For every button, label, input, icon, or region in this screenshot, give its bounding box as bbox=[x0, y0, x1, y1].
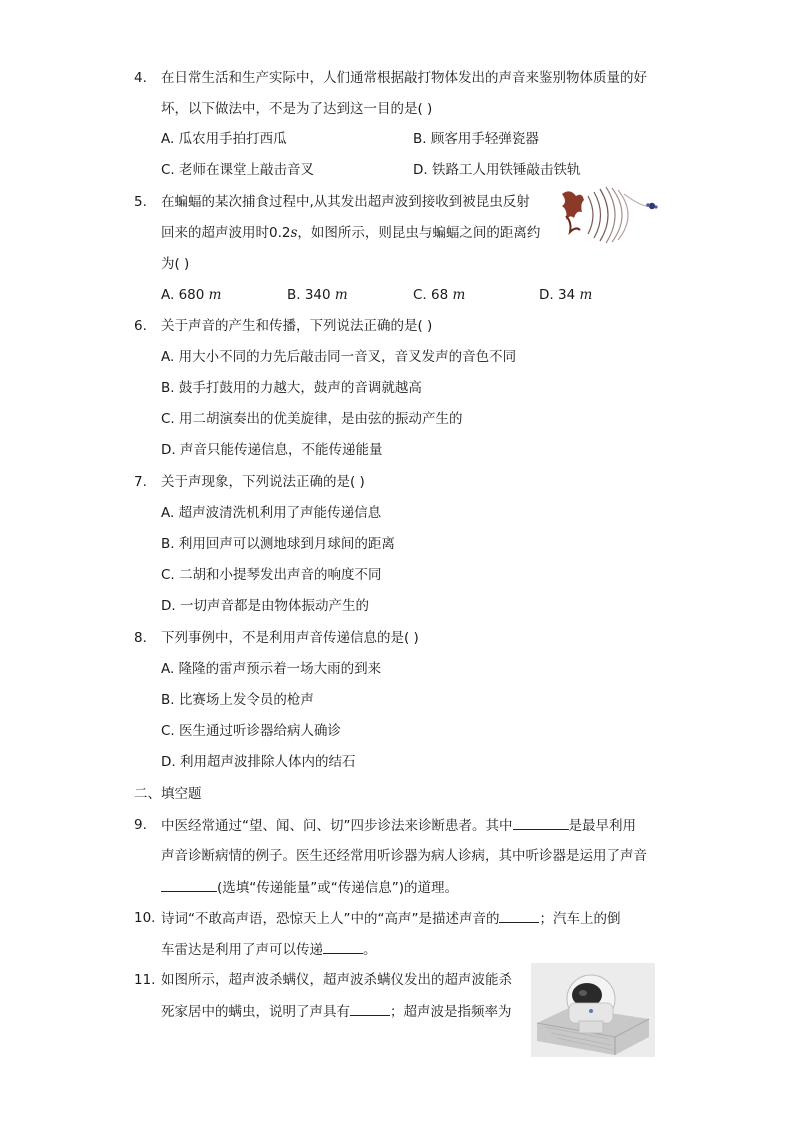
q5-time-value: 0.2 bbox=[269, 225, 291, 241]
q10-blank-1[interactable] bbox=[499, 908, 539, 923]
q10-line2: 车雷达是利用了声可以传递 。 bbox=[161, 939, 377, 960]
section-heading-fill-blank: 二、填空题 bbox=[134, 786, 202, 802]
q10-number: 10. bbox=[134, 910, 156, 926]
q9-line2: 声音诊断病情的例子。医生还经常用听诊器为病人诊病，其中听诊器是运用了声音 bbox=[161, 848, 647, 864]
q8-option-c: C. 医生通过听诊器给病人确诊 bbox=[161, 723, 342, 739]
q8-number: 8. bbox=[134, 630, 147, 646]
q6-number: 6. bbox=[134, 318, 147, 334]
q5-line2-pre: 回来的超声波用时 bbox=[161, 225, 269, 241]
q5-option-c: C. 68 m bbox=[413, 287, 466, 303]
q4-stem-line1: 在日常生活和生产实际中，人们通常根据敲打物体发出的声音来鉴别物体质量的好 bbox=[161, 70, 647, 86]
q10-blank-2[interactable] bbox=[323, 939, 363, 954]
q9-blank-1[interactable] bbox=[513, 815, 569, 830]
q4-option-d: D. 铁路工人用铁锤敲击铁轨 bbox=[413, 162, 581, 178]
mite-killer-device-figure bbox=[531, 963, 655, 1057]
q7-stem: 关于声现象，下列说法正确的是( ) bbox=[161, 474, 365, 490]
q8-stem: 下列事例中，不是利用声音传递信息的是( ) bbox=[161, 630, 419, 646]
q5-stem-line3: 为( ) bbox=[161, 256, 190, 272]
q4-option-c: C. 老师在课堂上敲击音叉 bbox=[161, 162, 315, 178]
bat-icon bbox=[562, 191, 584, 232]
q6-option-c: C. 用二胡演奏出的优美旋律，是由弦的振动产生的 bbox=[161, 411, 463, 427]
q10-line1: 诗词“不敢高声语，恐惊天上人”中的“高声”是描述声音的 ；汽车上的倒 bbox=[161, 908, 620, 929]
q6-stem: 关于声音的产生和传播，下列说法正确的是( ) bbox=[161, 318, 433, 334]
bat-echolocation-figure bbox=[558, 186, 662, 244]
q7-option-c: C. 二胡和小提琴发出声音的响度不同 bbox=[161, 567, 382, 583]
q8-option-b: B. 比赛场上发令员的枪声 bbox=[161, 692, 314, 708]
q8-option-d: D. 利用超声波排除人体内的结石 bbox=[161, 754, 356, 770]
insect-icon bbox=[646, 203, 657, 209]
q9-number: 9. bbox=[134, 817, 147, 833]
q5-time-unit: s bbox=[290, 225, 298, 241]
q4-stem-line2: 坏，以下做法中，不是为了达到这一目的是( ) bbox=[161, 101, 433, 117]
q6-option-b: B. 鼓手打鼓用的力越大，鼓声的音调就越高 bbox=[161, 380, 422, 396]
q5-number: 5. bbox=[134, 194, 147, 210]
q5-line2-post: ，如图所示，则昆虫与蝙蝠之间的距离约 bbox=[297, 225, 541, 241]
q4-option-a: A. 瓜农用手拍打西瓜 bbox=[161, 131, 287, 147]
q5-stem-line2 bbox=[161, 223, 540, 243]
q6-option-d: D. 声音只能传递信息，不能传递能量 bbox=[161, 442, 383, 458]
q6-option-a: A. 用大小不同的力先后敲击同一音叉，音叉发声的音色不同 bbox=[161, 349, 517, 365]
q4-option-b: B. 顾客用手轻弹瓷器 bbox=[413, 131, 539, 147]
q11-number: 11. bbox=[134, 972, 156, 988]
q4-number: 4. bbox=[134, 70, 147, 86]
q8-option-a: A. 隆隆的雷声预示着一场大雨的到来 bbox=[161, 661, 382, 677]
q11-blank-1[interactable] bbox=[350, 1001, 390, 1016]
q5-option-b: B. 340 m bbox=[287, 287, 348, 303]
q7-option-d: D. 一切声音都是由物体振动产生的 bbox=[161, 598, 369, 614]
q5-option-d: D. 34 m bbox=[539, 287, 593, 303]
q9-line1: 中医经常通过“望、闻、问、切”四步诊法来诊断患者。其中 是最早利用 bbox=[161, 815, 636, 836]
q7-option-b: B. 利用回声可以测地球到月球间的距离 bbox=[161, 536, 395, 552]
q5-stem-line1: 在蝙蝠的某次捕食过程中,从其发出超声波到接收到被昆虫反射 bbox=[161, 194, 530, 210]
q11-line2: 死家居中的螨虫，说明了声具有 ；超声波是指频率为 bbox=[161, 1001, 512, 1022]
q7-option-a: A. 超声波清洗机利用了声能传递信息 bbox=[161, 505, 382, 521]
q11-line1: 如图所示，超声波杀螨仪，超声波杀螨仪发出的超声波能杀 bbox=[161, 972, 512, 988]
q9-line3: (选填“传递能量”或“传递信息”)的道理。 bbox=[161, 877, 458, 898]
q5-option-a: A. 680 m bbox=[161, 287, 222, 303]
q7-number: 7. bbox=[134, 474, 147, 490]
q9-blank-2[interactable] bbox=[161, 877, 217, 892]
